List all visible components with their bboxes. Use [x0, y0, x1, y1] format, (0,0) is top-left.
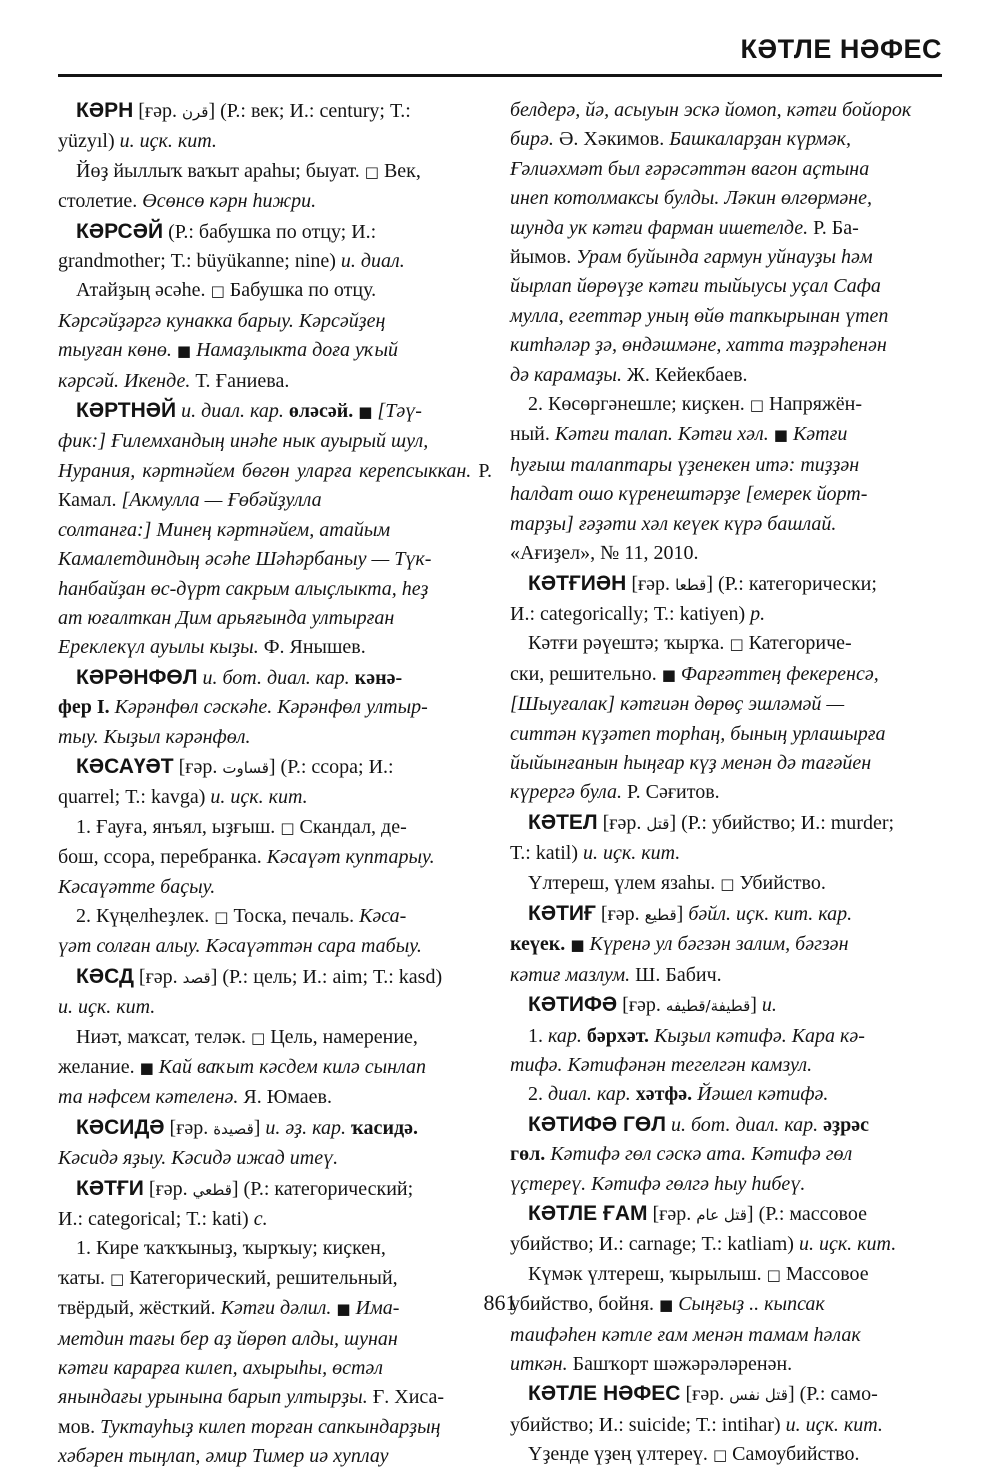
- header-rule: [58, 74, 942, 77]
- headword: КӘТИҒ: [528, 901, 596, 925]
- entry-ketle-gam: КӘТЛЕ ҒАМ [ғәр. قتل عام] (Р.: массовое убийство; И.: carnage; Т.: katliam) и. иҫк. кит. Күмәк үлтереш, ҡырылыш. □ Массовое убийство, бойня. ■ Сыңғыҙ .. кыпсак таифәһен кәтле ғам менән тамам һәлак иткән. Башҡорт шәжәрәләренән.: [510, 1202, 897, 1376]
- arabic-script: قطعا: [675, 575, 707, 594]
- entry-ketgi-continued: белдерә, йә, асыуын эскә йомоп, кәтғи бойорок бирә. Ә. Хәкимов. Башкаларҙан күрмәк, Ғәлиәхмәт был ғәрәсәттән вагон аҫтына инеп котолмаксы булды. Ләкин өлгөрмәне, шунда ук кәтғи фарман ишетелде. Р. Ба- йымов. Урам буйында гармун уйнауҙы һәм йырлап йөрөүҙе кәтғи тыйыусы уҫал Сафа мулла, егеттәр уның өйө тапкырынан үтеп китһәләр ҙә, өндәшмәне, хатта тәҙрәһенән дә карамаҙы. Ж. Кейекбаев. 2. Көсөргәнешле; киҫкен. □ Напряжён- ный. Кәтғи талап. Кәтғи хәл. ■ Кәтғи һуғыш талаптары үҙенекен итә: тиҙҙән һалдат ошо күренештәрҙе [емерек йорт- тарҙы] ғәҙәти хәл кеүек күрә башлай. «Ағиҙел», № 11, 2010.: [510, 99, 912, 565]
- headword: КӘРТНӘЙ: [76, 399, 177, 423]
- entry-kern: КӘРН [ғәр. قرن] (Р.: век; И.: century; Т.: yüzyıl) и. иҫк. кит. Йөҙ йыллыҡ ваҡыт араһы; быуат. □ Век, столетие. Өсөнсө кәрн һижри.: [58, 99, 421, 213]
- square-icon: □: [214, 907, 229, 926]
- headword: КӘТҒИӘН: [528, 571, 627, 595]
- entry-ketig: КӘТИҒ [ғәр. قطيع] бәйл. иҫк. кит. кар. кеүек. ■ Күренә ул бәгзән залим, бәгзән кәтиғ мазлум. Ш. Бабич.: [510, 901, 853, 986]
- headword: КӘТИФӘ: [528, 993, 618, 1017]
- arabic-script: قصد: [182, 968, 211, 987]
- headword: КӘСАҮӘТ: [76, 754, 174, 778]
- arabic-script: قتل نفس: [729, 1386, 788, 1405]
- square-icon: □: [251, 1028, 266, 1047]
- headword: КӘТЛЕ ҒАМ: [528, 1202, 648, 1226]
- square-icon: □: [729, 635, 744, 654]
- headword: КӘТИФӘ ГӨЛ: [528, 1112, 666, 1136]
- headword: КӘРӘНФӨЛ: [76, 665, 198, 689]
- square-icon: □: [712, 1446, 728, 1465]
- arabic-script: قساوت: [222, 758, 269, 777]
- entry-kersei: КӘРСӘЙ (Р.: бабушка по отцу; И.: grandmother; Т.: büyükanne; nine) и. диал. Атайҙың әсәһе. □ Бабушка по отцу. Кәрсәйҙәргә кунакка барыу. Кәрсәйҙең тыуған көнө. ■ Намаҙлыкта доға уҡый кәрсәй. Икенде. Т. Ғаниева.: [58, 219, 405, 392]
- block-icon: ■: [139, 1059, 154, 1077]
- block-icon: ■: [659, 1296, 674, 1315]
- square-icon: □: [110, 1269, 125, 1288]
- headword: КӘТҒИ: [76, 1176, 144, 1200]
- entry-kesauet: КӘСАҮӘТ [ғәр. قساوت] (Р.: ссора; И.: quarrel; Т.: kavga) и. иҫк. кит. 1. Ғауға, янъял, ыҙғыш. □ Скандал, де- бош, ссора, перебранка. Кәсаүәт куптарыу. Кәсаүәтте баҫыу. 2. Күңелһеҙлек. □ Тоска, печаль. Кәса- үәт солған алыу. Кәсаүәттән сара табыу.: [58, 754, 435, 958]
- page-number: 861: [483, 1290, 517, 1315]
- block-icon: ■: [773, 426, 788, 445]
- square-icon: □: [766, 1265, 781, 1284]
- square-icon: □: [280, 818, 295, 837]
- block-icon: ■: [358, 403, 373, 422]
- entry-kerenfel: КӘРӘНФӨЛ и. бот. диал. кар. кәнә- фер I. Кәрәнфөл сәскәһе. Кәрәнфөл ултыр- тыу. Кыҙыл кәрәнфөл.: [58, 665, 428, 748]
- entry-ketel: КӘТЕЛ [ғәр. قتل] (Р.: убийство; И.: murder; Т.: katil) и. иҫк. кит. Үлтереш, үлем язаһы. □ Убийство.: [510, 810, 895, 894]
- square-icon: □: [720, 874, 735, 893]
- entry-keside: КӘСИДӘ [ғәр. قصيدة] и. әҙ. кар. ҡасидә. Кәсидә яҙыу. Кәсидә ижад итеү.: [58, 1115, 418, 1170]
- right-column: [510, 96, 944, 1471]
- block-icon: ■: [570, 936, 585, 955]
- entry-ketgien: КӘТҒИӘН [ғәр. قطعا] (Р.: категорически; И.: categorically; Т.: katiyen) р. Кәтғи рәүештә; ҡырҡа. □ Категориче- ски, решительно. ■ Фарғәттең фекеренсә, [Шыуғалак] кәтғиән дөрөҫ эшләмәй — ситтән күҙәтеп торһаң, быныӊ урлашырға йыйынғанын һыңғар күҙ менән дә тағәйен күрергә була. Р. Сәғитов.: [510, 571, 886, 804]
- arabic-script: قطعي: [192, 1180, 232, 1199]
- arabic-script: قطيفة/قطيفه: [665, 997, 751, 1016]
- left-column: [58, 96, 492, 1472]
- headword: КӘСД: [76, 964, 134, 988]
- headword: КӘРСӘЙ: [76, 219, 164, 243]
- entry-ketife: КӘТИФӘ [ғәр. قطيفة/قطيفه] и. 1. кар. бәрхәт. Кыҙыл кәтифә. Кара кә- тифә. Кәтифәнән тегелгән камзул. 2. диал. кар. хәтфә. Йәшел кәтифә.: [510, 993, 865, 1106]
- entry-ketle-nefes: КӘТЛЕ НӘФЕС [ғәр. قتل نفس] (Р.: само- убийство; И.: suicide; Т.: intihar) и. иҫк. кит. Үҙенде үҙең үлтереү. □ Самоубийство.: [510, 1382, 883, 1466]
- headword: КӘРН: [76, 99, 134, 122]
- entry-kesd: КӘСД [ғәр. قصد] (Р.: цель; И.: aim; Т.: kasd) и. иҫк. кит. Ниәт, маҡсат, теләк. □ Цель, намерение, желание. ■ Кай ваҡыт кәсдем килә сынлап та нәфсем кәтеленә. Я. Юмаев.: [58, 964, 443, 1109]
- block-icon: ■: [336, 1300, 351, 1319]
- arabic-script: قصيدة: [213, 1119, 254, 1138]
- headword: КӘТЕЛ: [528, 810, 598, 834]
- headword: КӘТЛЕ НӘФЕС: [528, 1382, 681, 1406]
- arabic-script: قرن: [182, 103, 209, 121]
- block-icon: ■: [176, 342, 192, 361]
- arabic-script: قطيع: [644, 905, 677, 924]
- square-icon: □: [210, 282, 225, 301]
- entry-kertnei: КӘРТНӘЙ и. диал. кар. өләсәй. ■ [Тәү- фик:] Ғилемхандың инәһе нык ауырый шул, Нурания, кәртнәйем бөгөн уларға керепсыккан. Р. Камал. [Акмулла — Ғөбәйҙулла солтанға:] Минең кәртнәйем, атайым Камалетдиндың әсәһе Шәһәрбаныу — Түк- һанбайҙан өс-дүрт сакрым алыҫлыкта, һеҙ ат юғалткан Дим арьяғында ултырған Ереклекүл ауылы кыҙы. Ф. Янышев.: [58, 399, 493, 659]
- headword: КӘСИДӘ: [76, 1115, 165, 1139]
- entry-ketgi: КӘТҒИ [ғәр. قطعي] (Р.: категорический; И.: categorical; Т.: kati) с. 1. Кире ҡаҡҡыныҙ, ҡырҡыу; киҫкен, ҡаты. □ Категорический, решительный, твёрдый, жёсткий. Кәтғи дәлил. ■ Има- метдин тағы бер аҙ йөрөп алды, шунан кәтғи карарға килеп, ахырыһы, өстәл янындағы урынына барып ултырҙы. Ғ. Хиса- мов. Туктауһыҙ килеп торған сапкындарҙың хәбәрен тыңлап, әмир Тимер иә хуплау: [58, 1176, 445, 1468]
- running-head: КӘТЛЕ НӘФЕС: [740, 34, 942, 64]
- arabic-script: قتل عام: [696, 1206, 747, 1225]
- block-icon: ■: [661, 665, 676, 684]
- square-icon: □: [364, 162, 379, 181]
- arabic-script: قتل: [646, 814, 670, 833]
- square-icon: □: [749, 396, 764, 415]
- entry-ketife-gol: КӘТИФӘ ГӨЛ и. бот. диал. кар. әҙрәс гөл. Кәтифә гөл сәскә ата. Кәтифә гөл үҫтереү. Кәтифә гөлгә һыу һибеү.: [510, 1112, 869, 1195]
